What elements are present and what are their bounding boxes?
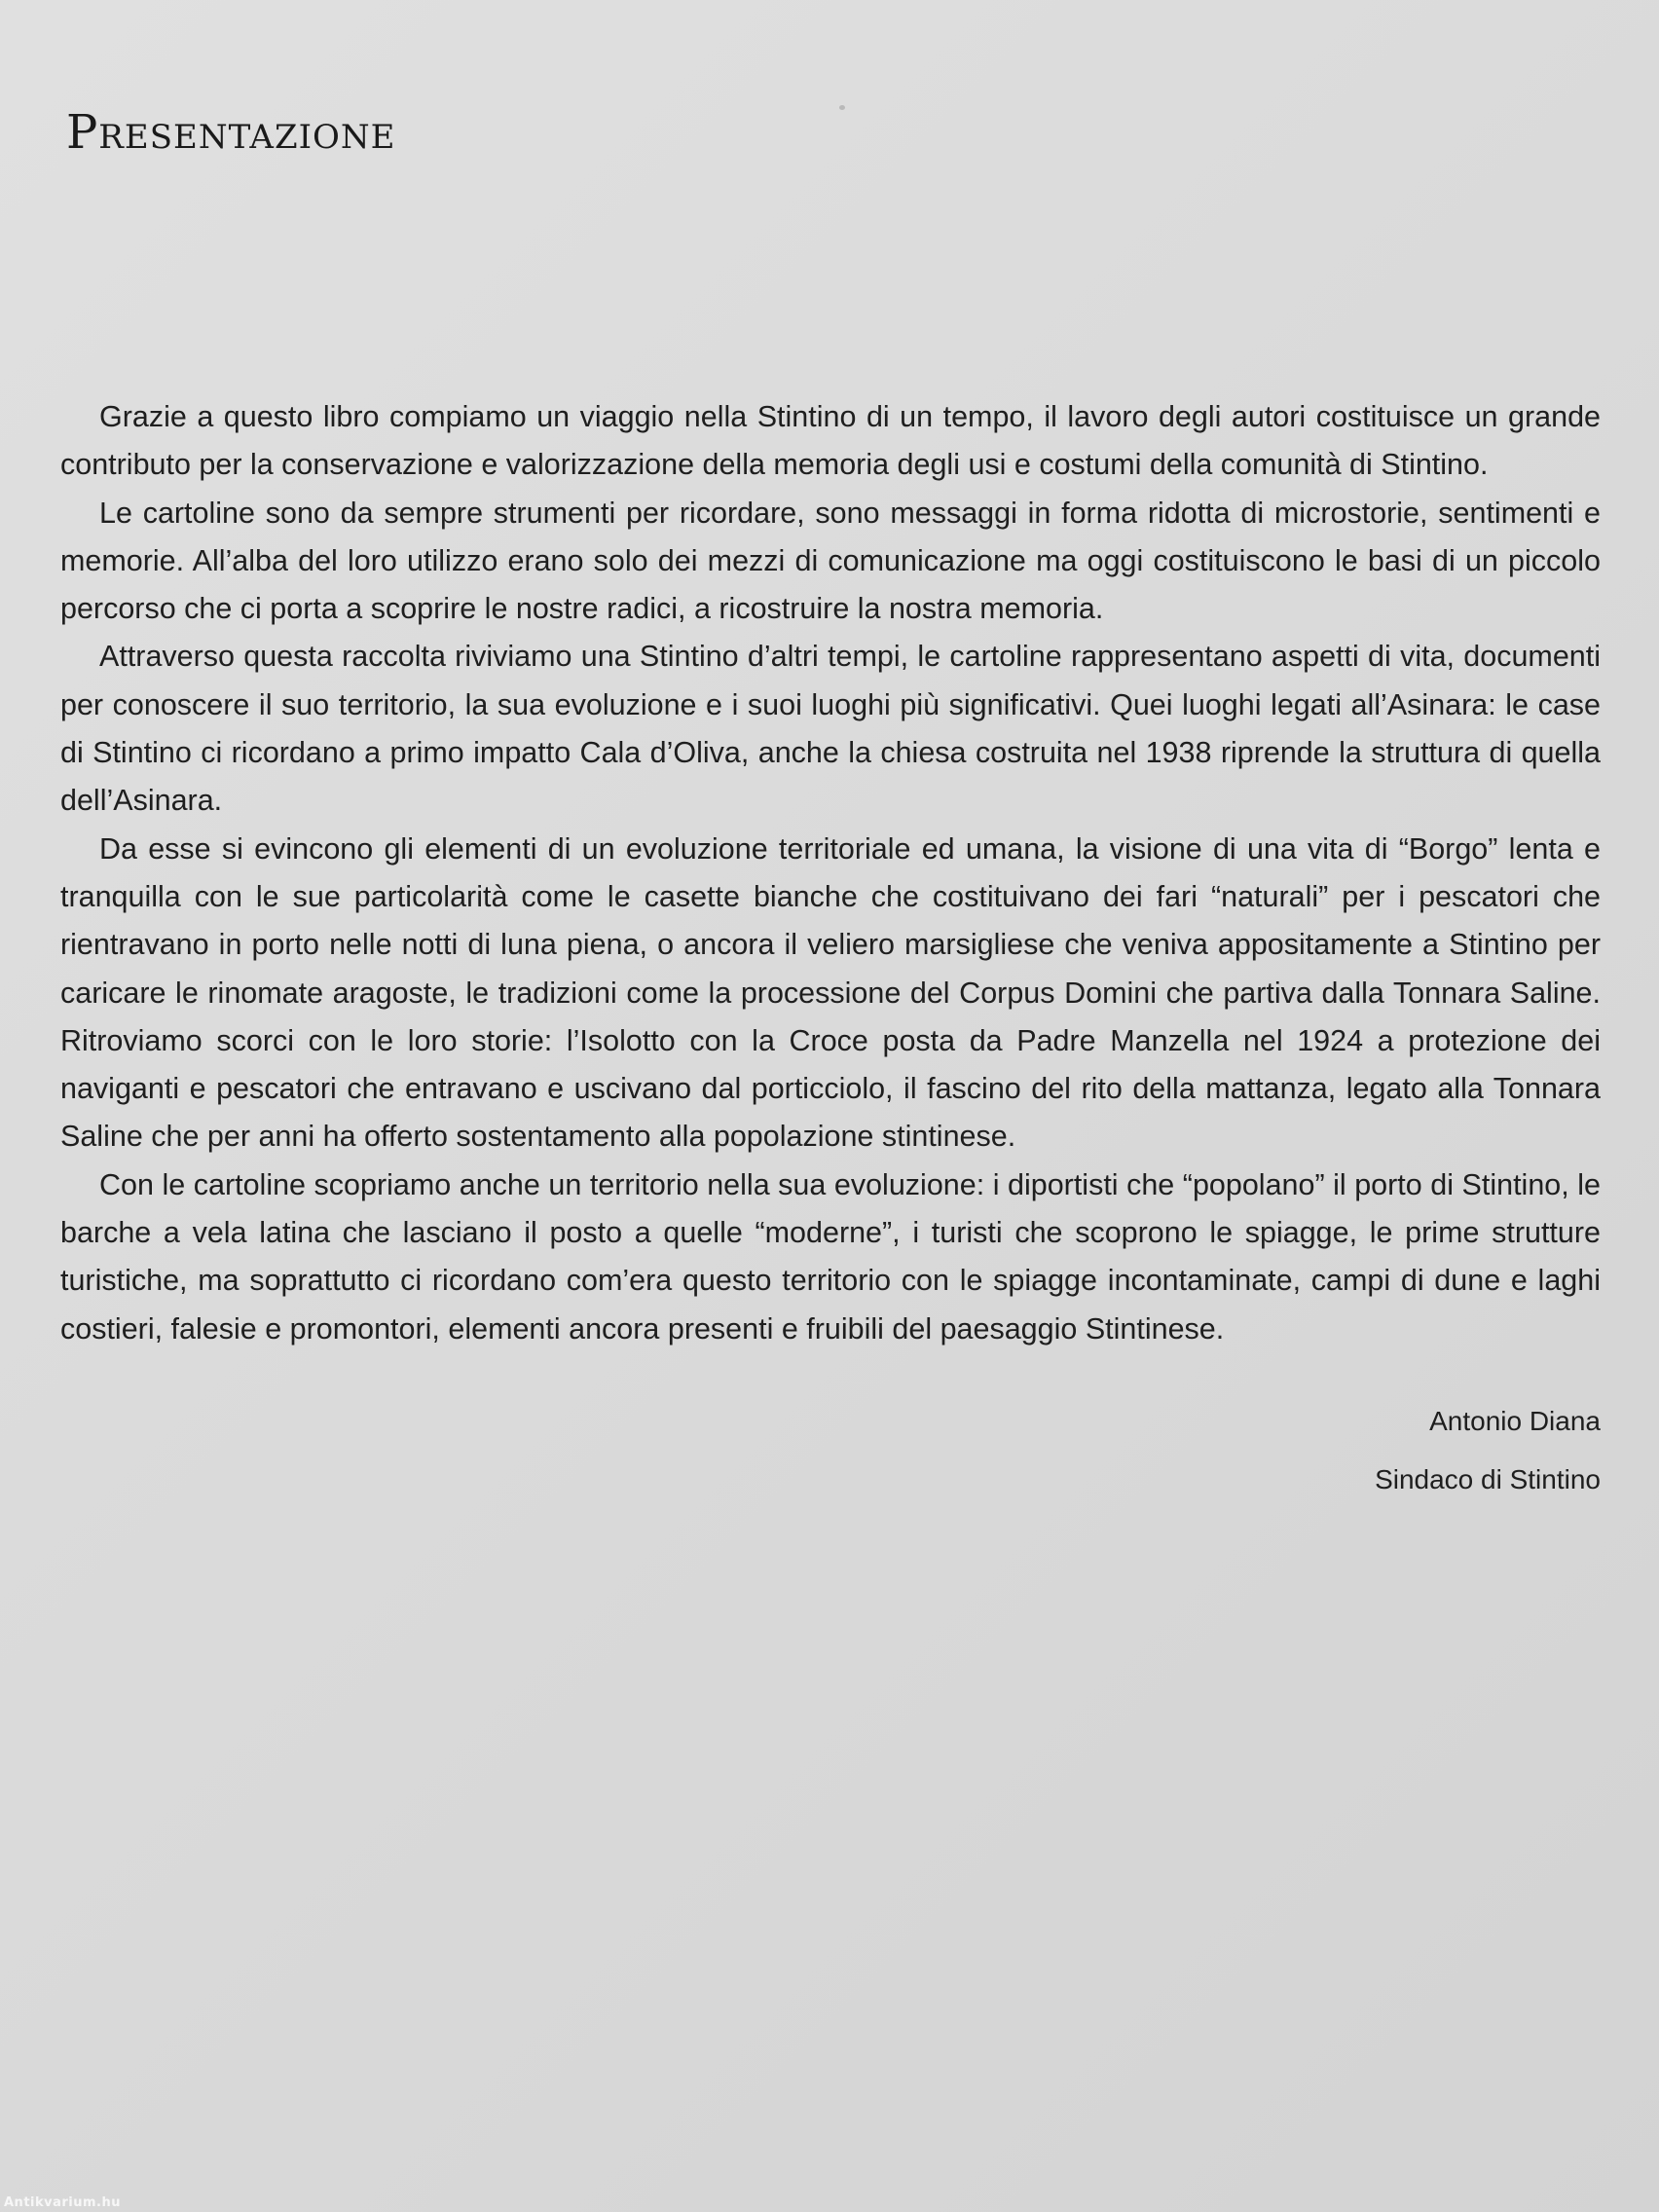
paragraph: Da esse si evincono gli elementi di un evoluzione territoriale ed umana, la visione di una vita di “Borgo” lenta e tranquilla con le sue particolarità come le casette bianche che costituivano dei fari “naturali” per i pescatori che rientravano in porto nelle notti di luna piena, o ancora il veliero marsigliese che veniva appositamente a Stintino per caricare le rinomate aragoste, le tradizioni come la processione del Corpus Domini che partiva dalla Tonnara Saline. Ritroviamo scorci con le loro storie: l’Isolotto con la Croce posta da Padre Manzella nel 1924 a protezione dei naviganti e pescatori che entravano e uscivano dal porticciolo, il fascino del rito della mattanza, legato alla Tonnara Saline che per anni ha offerto sostentamento alla popolazione stintinese.	[60, 831, 1601, 1154]
paper-speck	[839, 105, 845, 110]
page-title: Presentazione	[66, 105, 396, 160]
paragraph: Con le cartoline scopriamo anche un territorio nella sua evoluzione: i diportisti che “popolano” il porto di Stintino, le barche a vela latina che lasciano il posto a quelle “moderne”, i turisti che scoprono le spiagge, le prime strutture turistiche, ma soprattutto ci ricordano com’era questo territorio con le spiagge incontaminate, campi di dune e laghi costieri, falesie e promontori, elementi ancora presenti e fruibili del paesaggio Stintinese.	[60, 1167, 1601, 1346]
paragraph: Le cartoline sono da sempre strumenti per ricordare, sono messaggi in forma ridotta di microstorie, sentimenti e memorie. All’alba del loro utilizzo erano solo dei mezzi di comunicazione ma oggi costituiscono le basi di un piccolo percorso che ci porta a scoprire le nostre radici, a ricostruire la nostra memoria.	[60, 496, 1601, 626]
signature-role: Sindaco di Stintino	[1375, 1464, 1601, 1494]
signature-name: Antonio Diana	[1429, 1406, 1601, 1436]
paragraph: Attraverso questa raccolta riviviamo una Stintino d’altri tempi, le cartoline rappresentano aspetti di vita, documenti per conoscere il suo territorio, la sua evoluzione e i suoi luoghi più significativi. Quei luoghi legati all’Asinara: le case di Stintino ci ricordano a primo impatto Cala d’Oliva, anche la chiesa costruita nel 1938 riprende la struttura di quella dell’Asinara.	[60, 640, 1601, 818]
watermark: Antikvarium.hu	[4, 2195, 121, 2210]
paragraph: Grazie a questo libro compiamo un viaggio nella Stintino di un tempo, il lavoro degli autori costituisce un grande contributo per la conservazione e valorizzazione della memoria degli usi e costumi della comunità di Stintino.	[60, 400, 1601, 482]
body-text	[60, 393, 1601, 1353]
signature-block	[1375, 1392, 1601, 1509]
